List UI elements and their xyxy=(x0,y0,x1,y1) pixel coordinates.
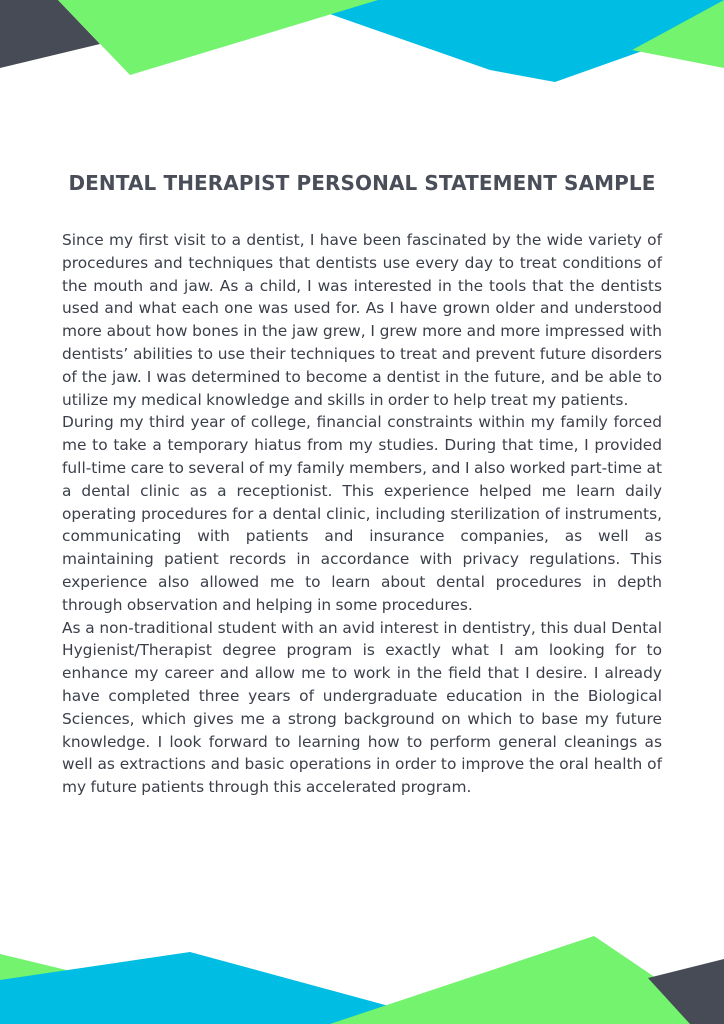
document-title: DENTAL THERAPIST PERSONAL STATEMENT SAMPLE xyxy=(68,171,656,195)
top-green-shape-left xyxy=(58,0,378,75)
bottom-decorative-banner xyxy=(0,924,724,1024)
top-decorative-banner xyxy=(0,0,724,90)
document-body xyxy=(62,229,662,799)
paragraph-1: Since my first visit to a dentist, I have been fascinated by the wide variety of procedures and techniques that dentists use every day to treat conditions of the mouth and jaw. As a child, I was interested in the tools that the dentists used and what each one was used for. As I have grown older and understood more about how bones in the jaw grew, I grew more and more impressed with dentists’ abilities to use their techniques to treat and prevent future disorders of the jaw. I was determined to become a dentist in the future, and be able to utilize my medical knowledge and skills in order to help treat my patients. xyxy=(62,231,662,409)
paragraph-2: During my third year of college, financial constraints within my family forced me to take a temporary hiatus from my studies. During that time, I provided full-time care to several of my family members, and I also worked part-time at a dental clinic as a receptionist. This experience helped me learn daily operating procedures for a dental clinic, including sterilization of instruments, communicating with patients and insurance companies, as well as maintaining patient records in accordance with privacy regulations. This experience also allowed me to learn about dental procedures in depth through observation and helping in some procedures. xyxy=(62,413,662,614)
paragraph-3: As a non-traditional student with an avid interest in dentistry, this dual Dental Hygienist/Therapist degree program is exactly what I am looking for to enhance my career and allow me to work in the field that I desire. I already have completed three years of undergraduate education in the Biological Sciences, which gives me a strong background on which to base my future knowledge. I look forward to learning how to perform general cleanings as well as extractions and basic operations in order to improve the oral health of my future patients through this accelerated program. xyxy=(62,618,662,797)
